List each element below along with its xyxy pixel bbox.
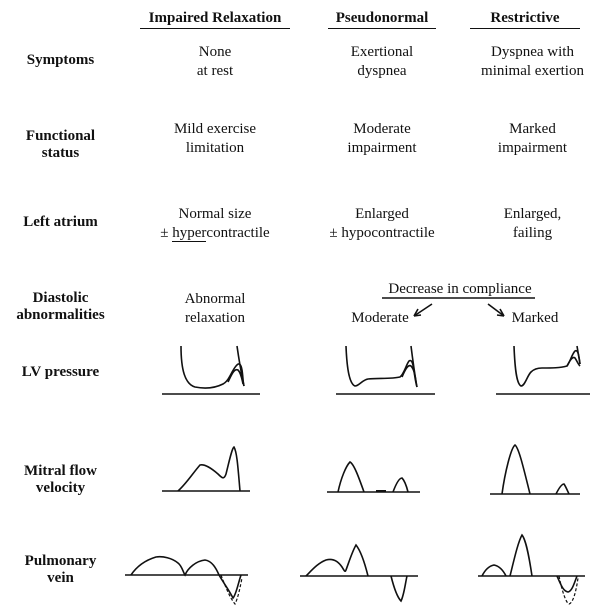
cell-symptoms-impaired: None at rest xyxy=(196,44,234,79)
cell-left-atrium-impaired: Normal size ± hypercontractile xyxy=(160,206,270,241)
cell-symptoms-restrictive: Dyspnea with minimal exertion xyxy=(481,44,584,79)
column-header-impaired-relaxation: Impaired Relaxation xyxy=(140,10,290,29)
pulmonary-vein-pseudonormal-waveform xyxy=(300,545,418,601)
row-label-lv-pressure: LV pressure xyxy=(21,364,100,380)
arrow-to-moderate xyxy=(414,304,432,316)
column-header-pseudonormal: Pseudonormal xyxy=(328,10,436,29)
cell-functional-impaired: Mild exercise limitation xyxy=(173,121,257,156)
cell-diastolic-restrictive: Marked xyxy=(511,310,559,326)
mitral-flow-impaired-waveform xyxy=(162,447,250,491)
cell-left-atrium-pseudonormal: Enlarged ± hypocontractile xyxy=(329,206,435,241)
mitral-flow-restrictive-waveform xyxy=(490,445,580,494)
row-label-diastolic-abnormalities: Diastolic abnormalities xyxy=(16,290,105,323)
cell-functional-pseudonormal: Moderate impairment xyxy=(347,121,417,156)
cell-symptoms-pseudonormal: Exertional dyspnea xyxy=(350,44,414,79)
row-label-pulmonary-vein: Pulmonary vein xyxy=(24,553,97,586)
row-label-symptoms: Symptoms xyxy=(26,52,95,68)
column-header-restrictive: Restrictive xyxy=(470,10,580,29)
lv-pressure-restrictive-waveform xyxy=(496,346,590,394)
cell-functional-restrictive: Marked impairment xyxy=(497,121,568,156)
pulmonary-vein-impaired-waveform xyxy=(125,557,248,604)
pulmonary-vein-restrictive-waveform xyxy=(478,535,585,604)
lv-pressure-impaired-waveform xyxy=(162,346,260,394)
lv-pressure-pseudonormal-waveform xyxy=(336,346,435,394)
cell-diastolic-pseudonormal: Moderate xyxy=(351,310,409,326)
row-label-mitral-flow-velocity: Mitral flow velocity xyxy=(24,463,97,496)
cell-left-atrium-restrictive: Enlarged, failing xyxy=(503,206,562,241)
mitral-flow-pseudonormal-waveform xyxy=(327,462,420,492)
arrow-to-marked xyxy=(488,304,504,316)
compliance-header: Decrease in compliance xyxy=(388,281,532,297)
row-label-functional-status: Functional status xyxy=(25,128,96,161)
cell-diastolic-impaired: Abnormal relaxation xyxy=(184,291,246,326)
row-label-left-atrium: Left atrium xyxy=(23,214,98,230)
